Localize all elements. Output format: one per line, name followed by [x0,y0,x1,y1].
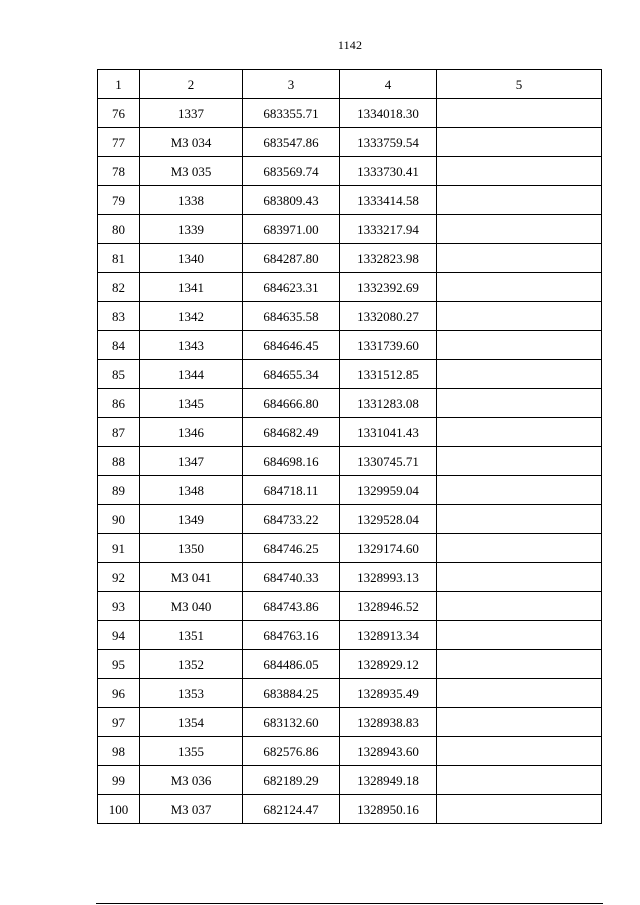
point-id-cell: 1351 [140,621,243,650]
table-row [98,505,602,534]
table-row [98,302,602,331]
x-coordinate-cell: 684486.05 [243,650,340,679]
note-cell [437,389,602,418]
x-coordinate-cell: 684666.80 [243,389,340,418]
table-row [98,389,602,418]
table-row [98,795,602,824]
x-coordinate-cell: 683884.25 [243,679,340,708]
y-coordinate-cell: 1332392.69 [340,273,437,302]
x-coordinate-cell: 684740.33 [243,563,340,592]
note-cell [437,331,602,360]
table-row [98,99,602,128]
point-id-cell: 1343 [140,331,243,360]
column-header: 4 [340,70,437,99]
column-header: 2 [140,70,243,99]
note-cell [437,418,602,447]
y-coordinate-cell: 1333730.41 [340,157,437,186]
row-number-cell: 95 [98,650,140,679]
table-row [98,215,602,244]
x-coordinate-cell: 684746.25 [243,534,340,563]
x-coordinate-cell: 683547.86 [243,128,340,157]
point-id-cell: МЗ 035 [140,157,243,186]
note-cell [437,302,602,331]
table-row [98,679,602,708]
point-id-cell: МЗ 036 [140,766,243,795]
point-id-cell: 1349 [140,505,243,534]
x-coordinate-cell: 683569.74 [243,157,340,186]
y-coordinate-cell: 1329528.04 [340,505,437,534]
y-coordinate-cell: 1329174.60 [340,534,437,563]
table-row [98,737,602,766]
note-cell [437,505,602,534]
row-number-cell: 76 [98,99,140,128]
note-cell [437,650,602,679]
table-row [98,273,602,302]
note-cell [437,534,602,563]
x-coordinate-cell: 684763.16 [243,621,340,650]
note-cell [437,708,602,737]
row-number-cell: 91 [98,534,140,563]
x-coordinate-cell: 684655.34 [243,360,340,389]
row-number-cell: 83 [98,302,140,331]
x-coordinate-cell: 683355.71 [243,99,340,128]
point-id-cell: МЗ 041 [140,563,243,592]
point-id-cell: 1346 [140,418,243,447]
point-id-cell: МЗ 034 [140,128,243,157]
note-cell [437,186,602,215]
row-number-cell: 92 [98,563,140,592]
y-coordinate-cell: 1328938.83 [340,708,437,737]
note-cell [437,795,602,824]
table-body [98,70,602,824]
row-number-cell: 86 [98,389,140,418]
row-number-cell: 97 [98,708,140,737]
y-coordinate-cell: 1332080.27 [340,302,437,331]
note-cell [437,244,602,273]
y-coordinate-cell: 1328946.52 [340,592,437,621]
row-number-cell: 84 [98,331,140,360]
row-number-cell: 94 [98,621,140,650]
column-header: 1 [98,70,140,99]
row-number-cell: 81 [98,244,140,273]
y-coordinate-cell: 1334018.30 [340,99,437,128]
table-row [98,360,602,389]
point-id-cell: 1337 [140,99,243,128]
note-cell [437,621,602,650]
table-row [98,621,602,650]
row-number-cell: 99 [98,766,140,795]
point-id-cell: 1354 [140,708,243,737]
point-id-cell: 1352 [140,650,243,679]
point-id-cell: 1345 [140,389,243,418]
column-header: 5 [437,70,602,99]
note-cell [437,563,602,592]
point-id-cell: 1339 [140,215,243,244]
note-cell [437,128,602,157]
note-cell [437,592,602,621]
row-number-cell: 88 [98,447,140,476]
table-row [98,534,602,563]
table-row [98,476,602,505]
point-id-cell: 1340 [140,244,243,273]
y-coordinate-cell: 1328943.60 [340,737,437,766]
table-row [98,592,602,621]
note-cell [437,679,602,708]
x-coordinate-cell: 684743.86 [243,592,340,621]
point-id-cell: 1341 [140,273,243,302]
x-coordinate-cell: 684623.31 [243,273,340,302]
row-number-cell: 85 [98,360,140,389]
row-number-cell: 93 [98,592,140,621]
note-cell [437,273,602,302]
x-coordinate-cell: 684682.49 [243,418,340,447]
x-coordinate-cell: 683132.60 [243,708,340,737]
point-id-cell: 1348 [140,476,243,505]
x-coordinate-cell: 684698.16 [243,447,340,476]
point-id-cell: 1347 [140,447,243,476]
y-coordinate-cell: 1331041.43 [340,418,437,447]
point-id-cell: 1353 [140,679,243,708]
table-row [98,563,602,592]
table-row [98,157,602,186]
table-header-row [98,70,602,99]
x-coordinate-cell: 684718.11 [243,476,340,505]
footer-divider [96,903,603,904]
row-number-cell: 80 [98,215,140,244]
table-row [98,418,602,447]
x-coordinate-cell: 683809.43 [243,186,340,215]
y-coordinate-cell: 1330745.71 [340,447,437,476]
x-coordinate-cell: 682124.47 [243,795,340,824]
x-coordinate-cell: 682189.29 [243,766,340,795]
y-coordinate-cell: 1328950.16 [340,795,437,824]
x-coordinate-cell: 684733.22 [243,505,340,534]
point-id-cell: 1355 [140,737,243,766]
point-id-cell: МЗ 040 [140,592,243,621]
point-id-cell: 1342 [140,302,243,331]
y-coordinate-cell: 1328935.49 [340,679,437,708]
x-coordinate-cell: 684287.80 [243,244,340,273]
y-coordinate-cell: 1333217.94 [340,215,437,244]
point-id-cell: 1344 [140,360,243,389]
note-cell [437,360,602,389]
table-row [98,186,602,215]
column-header: 3 [243,70,340,99]
row-number-cell: 77 [98,128,140,157]
x-coordinate-cell: 682576.86 [243,737,340,766]
y-coordinate-cell: 1328913.34 [340,621,437,650]
note-cell [437,476,602,505]
table-row [98,128,602,157]
point-id-cell: 1350 [140,534,243,563]
x-coordinate-cell: 684646.45 [243,331,340,360]
table-row [98,708,602,737]
coordinates-table [97,69,602,824]
y-coordinate-cell: 1331512.85 [340,360,437,389]
table-row [98,766,602,795]
y-coordinate-cell: 1329959.04 [340,476,437,505]
y-coordinate-cell: 1328949.18 [340,766,437,795]
point-id-cell: 1338 [140,186,243,215]
note-cell [437,766,602,795]
note-cell [437,99,602,128]
row-number-cell: 90 [98,505,140,534]
note-cell [437,447,602,476]
row-number-cell: 82 [98,273,140,302]
y-coordinate-cell: 1333414.58 [340,186,437,215]
row-number-cell: 98 [98,737,140,766]
y-coordinate-cell: 1331283.08 [340,389,437,418]
note-cell [437,737,602,766]
x-coordinate-cell: 683971.00 [243,215,340,244]
table-row [98,447,602,476]
y-coordinate-cell: 1332823.98 [340,244,437,273]
table-row [98,650,602,679]
table-row [98,244,602,273]
row-number-cell: 89 [98,476,140,505]
y-coordinate-cell: 1331739.60 [340,331,437,360]
y-coordinate-cell: 1328993.13 [340,563,437,592]
page-number: 1142 [337,38,363,52]
x-coordinate-cell: 684635.58 [243,302,340,331]
point-id-cell: МЗ 037 [140,795,243,824]
note-cell [437,215,602,244]
row-number-cell: 79 [98,186,140,215]
y-coordinate-cell: 1333759.54 [340,128,437,157]
row-number-cell: 100 [98,795,140,824]
y-coordinate-cell: 1328929.12 [340,650,437,679]
row-number-cell: 78 [98,157,140,186]
row-number-cell: 96 [98,679,140,708]
row-number-cell: 87 [98,418,140,447]
note-cell [437,157,602,186]
table-row [98,331,602,360]
